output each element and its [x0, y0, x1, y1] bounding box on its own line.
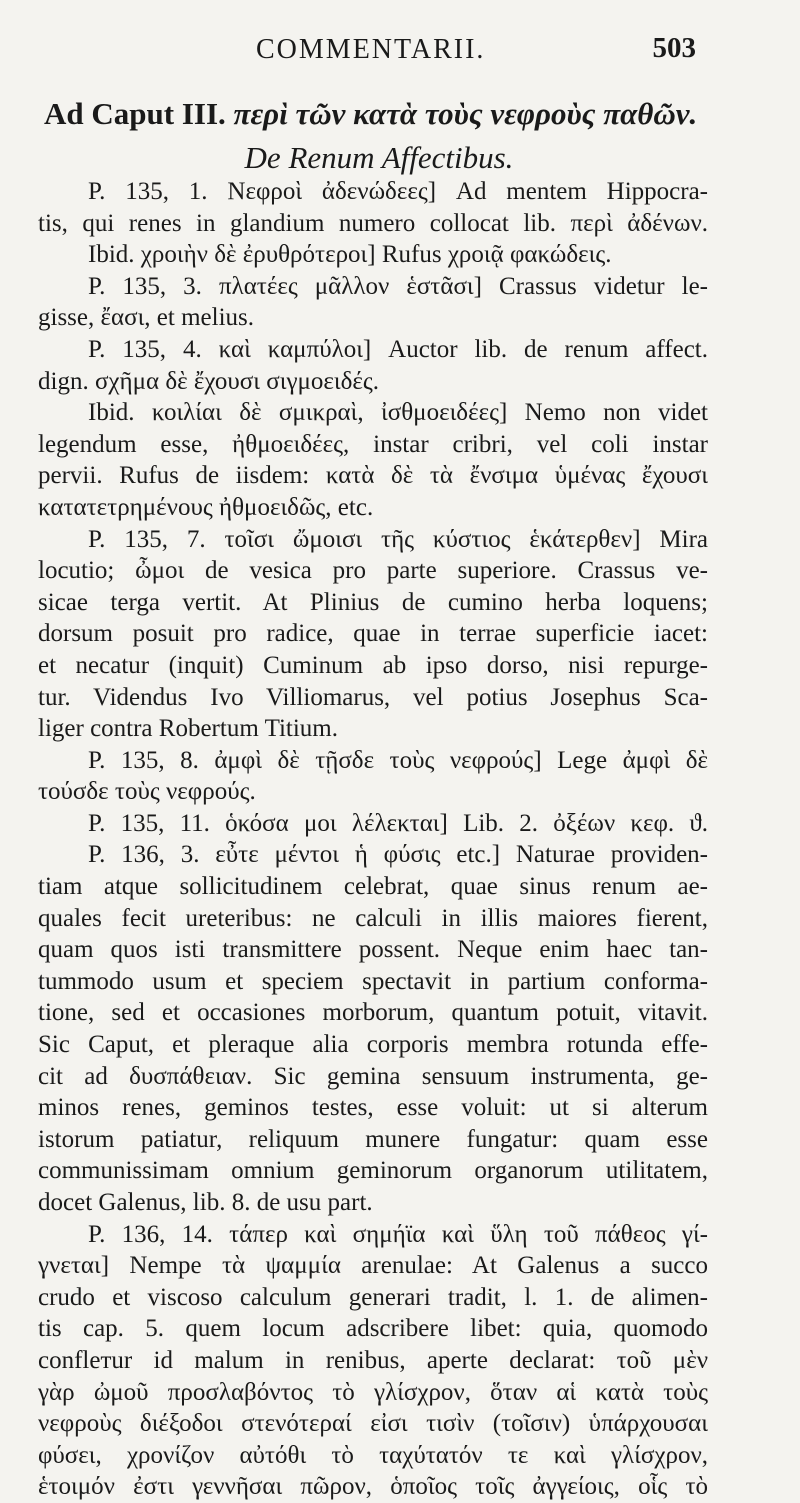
text-line: liger contra Robertum Titium.: [38, 715, 338, 743]
text-line: P. 135, 7. τοῖσι ὤμοισι τῆς κύστιος ἑκάτερθεν] Mira: [88, 525, 708, 553]
text-line: tis cap. 5. quem locum adscribere libet: quia, quomodo: [38, 1315, 708, 1343]
text-line: et necatur (inquit) Cuminum ab ipso dorso, nisi repurge-: [38, 651, 708, 679]
text-line: P. 135, 3. πλατέες μᾶλλον ἑστᾶσι] Crassus videtur le-: [88, 272, 708, 300]
text-line: tis, qui renes in glandium numero collocat lib. περὶ ἀδένων.: [38, 209, 708, 237]
text-line: γὰρ ὠμοῦ προσλαβόντος τὸ γλίσχρον, ὅταν αἱ κατὰ τοὺς: [38, 1378, 708, 1406]
text-line: ἑτοιμόν ἐστι γεννῆσαι πῶρον, ὁποῖος τοῖς ἀγγείοις, οἷς τὸ: [38, 1473, 708, 1501]
commentary-text: [38, 176, 708, 1503]
text-line: minos renes, geminos testes, esse voluit: ut si alterum: [38, 1094, 708, 1122]
text-line: docet Galenus, lib. 8. de usu part.: [38, 1189, 373, 1216]
text-line: tummodo usum et speciem spectavit in partium conforma-: [38, 967, 708, 995]
text-line: tiam atque sollicitudinem celebrat, quae sinus renum ae-: [38, 873, 708, 901]
text-line: νεφροὺς διέξοδοι στενότεραί εἰσι τισὶν (τοῖσιν) ὑπάρχουσαι: [38, 1410, 708, 1438]
text-line: conflетur id malum in renibus, aperte declarat: τοῦ μὲν: [38, 1346, 708, 1374]
text-line: istorum patiatur, reliquum munere fungatur: quam esse: [38, 1125, 708, 1153]
chapter-greek-title: περὶ τῶν κατὰ τοὺς νεφροὺς παθῶν.: [233, 96, 698, 131]
running-head: COMMENTARII.: [256, 34, 486, 65]
chapter-label: Ad Caput III.: [44, 96, 226, 131]
text-line: pervii. Rufus de iisdem: κατὰ δὲ τὰ ἔνσιμα ὑμένας ἔχουσι: [38, 462, 708, 490]
text-line: tione, sed et occasiones morborum, quantum potuit, vitavit.: [38, 999, 708, 1027]
text-line: P. 135, 8. ἀμφὶ δὲ τῇσδε τοὺς νεφρούς] Lege ἀμφὶ δὲ: [88, 746, 708, 774]
chapter-heading: [44, 92, 734, 180]
chapter-heading-line1: [44, 92, 734, 136]
text-line: locutio; ὦμοι de vesica pro parte superiore. Crassus ve-: [38, 557, 708, 585]
text-line: sicae terga vertit. At Plinius de cumino herba loquens;: [38, 588, 708, 616]
text-line: κατατετρημένους ἠθμοειδῶς, etc.: [38, 493, 374, 521]
text-line: P. 135, 11. ὁκόσα μοι λέλεκται] Lib. 2. ὀξέων κεφ. ϑ.: [88, 809, 708, 837]
text-line: P. 136, 3. εὖτε μέντοι ἡ φύσις etc.] Naturae providen-: [88, 841, 708, 869]
page-number: 503: [652, 32, 696, 64]
chapter-latin-title: De Renum Affectibus.: [244, 140, 514, 175]
text-line: P. 135, 1. Νεφροὶ ἀδενώδεες] Ad mentem Hippocra-: [88, 178, 708, 205]
text-line: tur. Videndus Ivo Villiomarus, vel potius Josephus Sca-: [38, 683, 708, 711]
text-line: communissimam omnium geminorum organorum utilitatem,: [38, 1157, 708, 1185]
text-line: γνεται] Nempe τὰ ψαμμία arenulae: At Galenus a succo: [38, 1252, 708, 1280]
text-line: cit ad δυσπάθειαν. Sic gemina sensuum instrumenta, ge-: [38, 1062, 708, 1090]
text-line: Ibid. χροιὴν δὲ ἐρυθρότεροι] Rufus χροιᾷ φακώδεις.: [88, 241, 612, 269]
text-line: gisse, ἔασι, et melius.: [38, 304, 255, 332]
text-line: quales fecit ureteribus: ne calculi in illis maiores fierent,: [38, 904, 708, 932]
text-line: φύσει, χρονίζον αὐτόθι τὸ ταχύτατόν τε καὶ γλίσχρον,: [38, 1441, 708, 1469]
text-line: Sic Caput, et pleraque alia corporis membra rotunda effe-: [38, 1031, 708, 1059]
text-line: P. 136, 14. τάπερ καὶ σημήϊα καὶ ὕλη τοῦ πάθεος γί-: [88, 1220, 708, 1248]
page-header: [0, 30, 800, 70]
text-line: dorsum posuit pro radice, quae in terrae superficie iacet:: [38, 620, 708, 648]
text-line: legendum esse, ἠθμοειδέες, instar cribri, vel coli instar: [38, 430, 708, 458]
text-line: Ibid. κοιλίαι δὲ σμικραὶ, ἰσθμοειδέες] Nemo non videt: [88, 399, 708, 427]
text-line: P. 135, 4. καὶ καμπύλοι] Auctor lib. de renum affect.: [88, 335, 708, 363]
text-line: quam quos isti transmittere possent. Neque enim haec tan-: [38, 936, 708, 964]
text-line: crudo et viscoso calculum generari tradit, l. 1. de alimen-: [38, 1283, 708, 1311]
text-line: τούσδε τοὺς νεφρούς.: [38, 778, 256, 806]
text-line: dign. σχῆμα δὲ ἔχουσι σιγμοειδές.: [38, 367, 380, 395]
